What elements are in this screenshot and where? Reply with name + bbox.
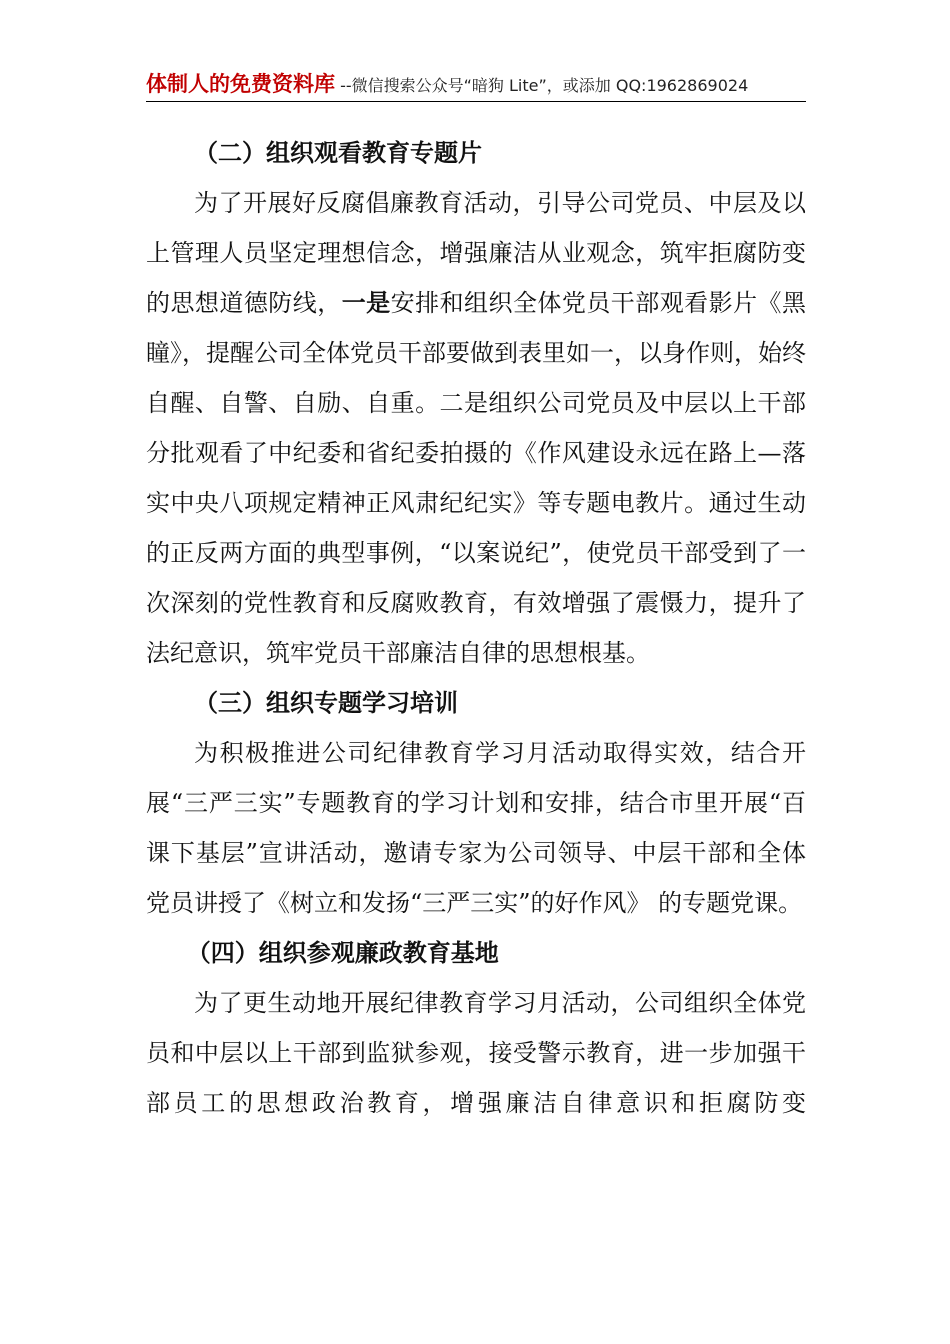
- section-2-title: （二）组织观看教育专题片: [194, 139, 482, 167]
- section-3-title: （三）组织专题学习培训: [194, 689, 458, 717]
- section-2-paragraph: [146, 178, 806, 678]
- section-2-bold-marker: 一是: [341, 288, 391, 317]
- header-brand: 体制人的免费资料库: [146, 72, 335, 96]
- page-header: [146, 70, 806, 100]
- section-4-title: （四）组织参观廉政教育基地: [186, 939, 499, 967]
- section-3-paragraph: 为积极推进公司纪律教育学习月活动取得实效，结合开展“三严三实”专题教育的学习计划和安排，结合市里开展“百课下基层”宣讲活动，邀请专家为公司领导、中层干部和全体党员讲授了《树立和发扬“三严三实”的好作风》 的专题党课。: [146, 739, 806, 917]
- section-2-text-b: 安排和组织全体党员干部观看影片《黑瞳》，提醒公司全体党员干部要做到表里如一，以身作则，始终自醒、自警、自励、自重。二是组织公司党员及中层以上干部分批观看了中纪委和省纪委拍摄的《作风建设永远在路上—落实中央八项规定精神正风肃纪纪实》等专题电教片。通过生动的正反两方面的典型事例，“以案说纪”，使党员干部受到了一次深刻的党性教育和反腐败教育，有效增强了震慑力，提升了法纪意识，筑牢党员干部廉洁自律的思想根基。: [146, 289, 807, 667]
- section-4-paragraph: 为了更生动地开展纪律教育学习月活动，公司组织全体党员和中层以上干部到监狱参观，接受警示教育，进一步加强干部员工的思想政治教育，增强廉洁自律意识和拒腐防变: [146, 989, 806, 1117]
- header-contact: --微信搜索公众号“暗狗 Lite”，或添加 QQ:1962869024: [340, 76, 749, 95]
- header-divider: [146, 101, 806, 102]
- document-body: [146, 128, 806, 1128]
- section-2-text-a: 为了开展好反腐倡廉教育活动，引导公司党员、中层及以上管理人员坚定理想信念，增强廉洁从业观念，筑牢拒腐防变的思想道德防线，: [146, 189, 806, 317]
